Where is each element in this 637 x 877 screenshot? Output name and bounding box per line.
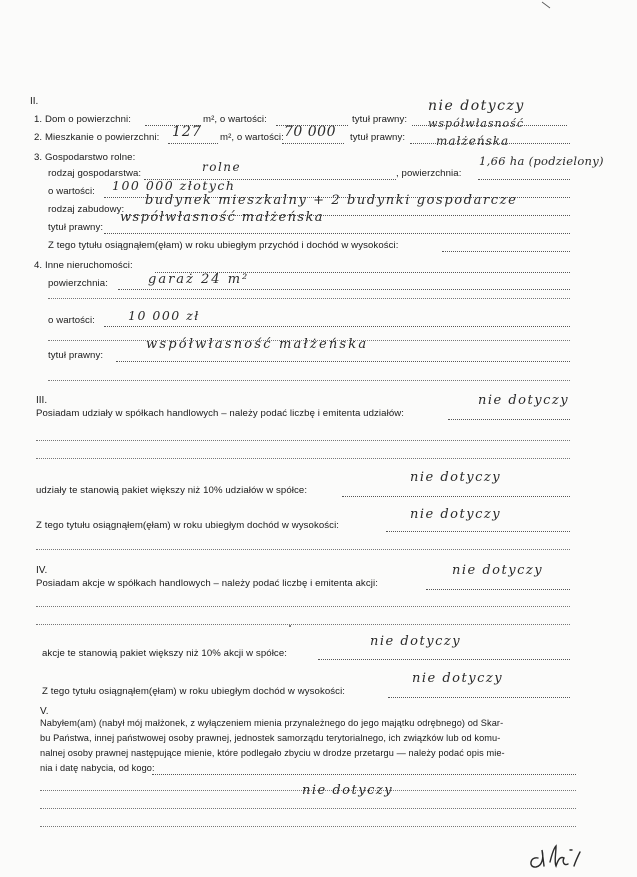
- other-property-label: 4. Inne nieruchomości:: [34, 260, 133, 271]
- farm-label: 3. Gospodarstwo rolne:: [34, 152, 136, 163]
- acquisition-answer: nie dotyczy: [302, 783, 394, 798]
- house-label: 1. Dom o powierzchni:: [34, 114, 132, 125]
- stocks-income-answer: nie dotyczy: [412, 671, 504, 686]
- farm-area-value: 1,66 ha (podzielony): [479, 154, 604, 168]
- section-iii-numeral: III.: [36, 395, 48, 406]
- apartment-title-label: tytuł prawny:: [350, 132, 406, 143]
- acquisition-field-1[interactable]: [152, 774, 576, 775]
- other-area-value: garaż 24 m²: [148, 272, 250, 287]
- farm-area-label: , powierzchnia:: [396, 168, 462, 179]
- other-title-extra-line[interactable]: [48, 380, 570, 381]
- section-v-numeral: V.: [40, 706, 49, 717]
- stocks-extra-line-2[interactable]: [36, 624, 570, 625]
- farm-value-label: o wartości:: [48, 186, 95, 197]
- apartment-title-value: współwłasność: [428, 117, 524, 130]
- apartment-label: 2. Mieszkanie o powierzchni:: [34, 132, 160, 143]
- other-value-value: 10 000 zł: [128, 308, 200, 323]
- stocks-stake-question: akcje te stanowią pakiet większy niż 10% akcji w spółce:: [42, 648, 288, 659]
- acquisition-text-line-1: Nabyłem(am) (nabył mój małżonek, z wyłączeniem mienia przynależnego do jego majątku odrębnego) od Skar-: [40, 718, 504, 728]
- house-title-value: nie dotyczy: [428, 98, 525, 114]
- house-unit-label: m², o wartości:: [203, 114, 267, 125]
- farm-income-label: Z tego tytułu osiągnąłem(ęłam) w roku ubiegłym przychód i dochód w wysokości:: [48, 240, 399, 251]
- other-title-value: współwłasność małżeńska: [146, 337, 369, 352]
- stocks-question: Posiadam akcje w spółkach handlowych – należy podać liczbę i emitenta akcji:: [36, 578, 378, 589]
- farm-type-value: rolne: [202, 160, 242, 174]
- acquisition-text-line-3: nalnej osoby prawnej następujące mienie, które podlegało zbyciu w drodze przetargu — należy podać opis mie-: [40, 748, 505, 758]
- scan-dot-icon: [286, 622, 294, 630]
- other-title-label: tytuł prawny:: [48, 350, 104, 361]
- other-title-field[interactable]: [116, 361, 570, 362]
- farm-type-label: rodzaj gospodarstwa:: [48, 168, 142, 179]
- shares-income-extra-line[interactable]: [36, 549, 570, 550]
- acquisition-line-3[interactable]: [40, 808, 576, 809]
- other-value-label: o wartości:: [48, 315, 95, 326]
- shares-stake-question: udziały te stanowią pakiet większy niż 10% udziałów w spółce:: [36, 485, 308, 496]
- shares-extra-line-2[interactable]: [36, 458, 570, 459]
- farm-building-value: budynek mieszkalny + 2 budynki gospodarcze: [145, 193, 518, 208]
- section-ii-numeral: II.: [30, 96, 39, 107]
- section-iv-numeral: IV.: [36, 565, 48, 576]
- stocks-extra-line-1[interactable]: [36, 606, 570, 607]
- shares-income-question: Z tego tytułu osiągnąłem(ęłam) w roku ubiegłym dochód w wysokości:: [36, 520, 340, 531]
- stocks-stake-answer: nie dotyczy: [370, 634, 462, 649]
- apartment-area-field[interactable]: [168, 143, 218, 144]
- scan-mark-icon: [540, 0, 570, 14]
- farm-building-label: rodzaj zabudowy:: [48, 204, 125, 215]
- acquisition-text-line-2: bu Państwa, innej państwowej osoby prawnej, jednostek samorządu terytorialnego, ich związków lub od komu-: [40, 733, 501, 743]
- shares-question: Posiadam udziały w spółkach handlowych – należy podać liczbę i emitenta udziałów:: [36, 408, 405, 419]
- other-area-extra-line[interactable]: [48, 298, 570, 299]
- signature-initials: [520, 836, 600, 874]
- shares-stake-answer: nie dotyczy: [410, 470, 502, 485]
- shares-income-field[interactable]: [386, 531, 570, 532]
- farm-area-field[interactable]: [478, 179, 570, 180]
- house-title-label: tytuł prawny:: [352, 114, 408, 125]
- stocks-income-field[interactable]: [388, 697, 570, 698]
- farm-title-field[interactable]: [104, 233, 570, 234]
- shares-answer: nie dotyczy: [478, 393, 570, 408]
- shares-income-answer: nie dotyczy: [410, 507, 502, 522]
- shares-stake-field[interactable]: [342, 496, 570, 497]
- farm-title-label: tytuł prawny:: [48, 222, 104, 233]
- farm-income-field[interactable]: [442, 251, 570, 252]
- acquisition-line-4[interactable]: [40, 826, 576, 827]
- apartment-unit-label: m², o wartości:: [220, 132, 284, 143]
- other-area-field[interactable]: [118, 289, 570, 290]
- other-area-label: powierzchnia:: [48, 278, 108, 289]
- stocks-stake-field[interactable]: [318, 659, 570, 660]
- stocks-answer: nie dotyczy: [452, 563, 544, 578]
- stocks-answer-field[interactable]: [426, 589, 570, 590]
- stocks-income-question: Z tego tytułu osiągnąłem(ęłam) w roku ubiegłym dochód w wysokości:: [42, 686, 346, 697]
- other-value-field[interactable]: [104, 326, 570, 327]
- apartment-area-value: 127: [172, 124, 202, 140]
- apartment-value: 70 000: [284, 124, 336, 140]
- shares-answer-field[interactable]: [448, 419, 570, 420]
- farm-title-value: współwłasność małżeńska: [120, 210, 324, 225]
- apartment-value-field[interactable]: [282, 143, 344, 144]
- acquisition-text-line-4: nia i datę nabycia, od kogo:: [40, 763, 155, 773]
- farm-value-value: 100 000 złotych: [112, 178, 236, 193]
- shares-extra-line-1[interactable]: [36, 440, 570, 441]
- apartment-title-value-2: małżeńska: [436, 134, 510, 148]
